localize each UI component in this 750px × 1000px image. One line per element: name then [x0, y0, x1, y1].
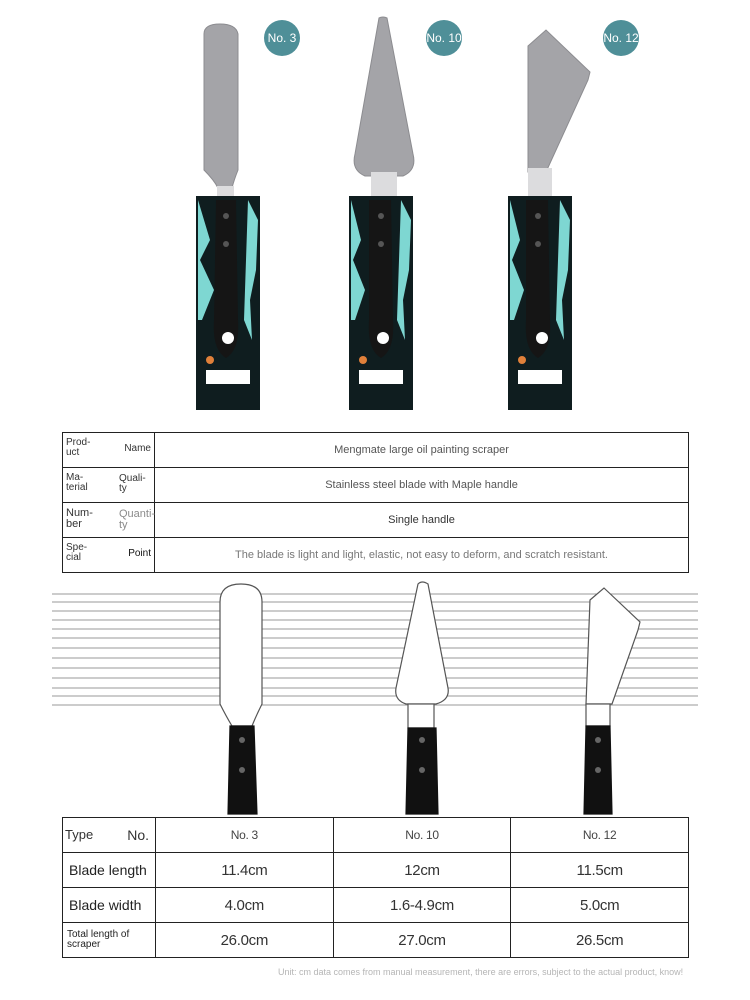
badge-no3: No. 3	[264, 20, 300, 56]
no-label: No.	[127, 827, 149, 843]
spec-label-a: Ma-terial	[66, 472, 88, 493]
table-cell: 12cm	[333, 853, 511, 888]
outline-no3	[220, 584, 262, 814]
knife-no3-photo	[190, 20, 270, 412]
badge-no12: No. 12	[603, 20, 639, 56]
type-label: Type	[65, 827, 94, 842]
table-cell: 27.0cm	[333, 923, 511, 958]
spec-label-a: Num-ber	[66, 507, 93, 530]
spec-row-material	[63, 468, 689, 503]
table-cell: 5.0cm	[511, 888, 689, 923]
spec-label-a: Prod-uct	[66, 437, 91, 458]
spec-row-special-point	[63, 538, 689, 573]
knife-no12-photo	[502, 24, 594, 412]
measure-row-blade-length	[63, 853, 689, 888]
column-header: No. 10	[333, 818, 511, 853]
column-header: No. 12	[511, 818, 689, 853]
column-header: No. 3	[156, 818, 334, 853]
knife-outline-diagram	[52, 578, 700, 818]
spec-label-b: Point	[128, 548, 151, 559]
spec-label-a: Spe-cial	[66, 542, 88, 563]
measure-header-row	[63, 818, 689, 853]
spec-value: Single handle	[155, 503, 689, 538]
spec-table	[62, 432, 689, 573]
table-cell: 4.0cm	[156, 888, 334, 923]
knife-no10-photo	[345, 14, 425, 412]
spec-value: Stainless steel blade with Maple handle	[155, 468, 689, 503]
spec-row-quantity	[63, 503, 689, 538]
outline-no10	[396, 582, 449, 814]
row-label: Blade length	[69, 862, 147, 878]
table-cell: 11.4cm	[156, 853, 334, 888]
table-cell: 26.5cm	[511, 923, 689, 958]
table-cell: 11.5cm	[511, 853, 689, 888]
spec-value: The blade is light and light, elastic, not easy to deform, and scratch resistant.	[155, 538, 689, 573]
measurement-table	[62, 817, 689, 958]
row-label: Total length of scraper	[67, 929, 130, 950]
row-label: Blade width	[69, 897, 142, 913]
spec-value: Mengmate large oil painting scraper	[155, 433, 689, 468]
spec-label-b: Name	[124, 443, 151, 454]
table-cell: 1.6-4.9cm	[333, 888, 511, 923]
spec-row-product-name	[63, 433, 689, 468]
spec-label-b: Quanti-ty	[119, 508, 156, 531]
spec-label-b: Quali-ty	[119, 473, 146, 494]
outline-no12	[584, 588, 640, 814]
table-cell: 26.0cm	[156, 923, 334, 958]
measure-row-blade-width	[63, 888, 689, 923]
footnote: Unit: cm data comes from manual measurement, there are errors, subject to the actual product, know!	[278, 967, 684, 977]
measure-row-total-length	[63, 923, 689, 958]
badge-no10: No. 10	[426, 20, 462, 56]
